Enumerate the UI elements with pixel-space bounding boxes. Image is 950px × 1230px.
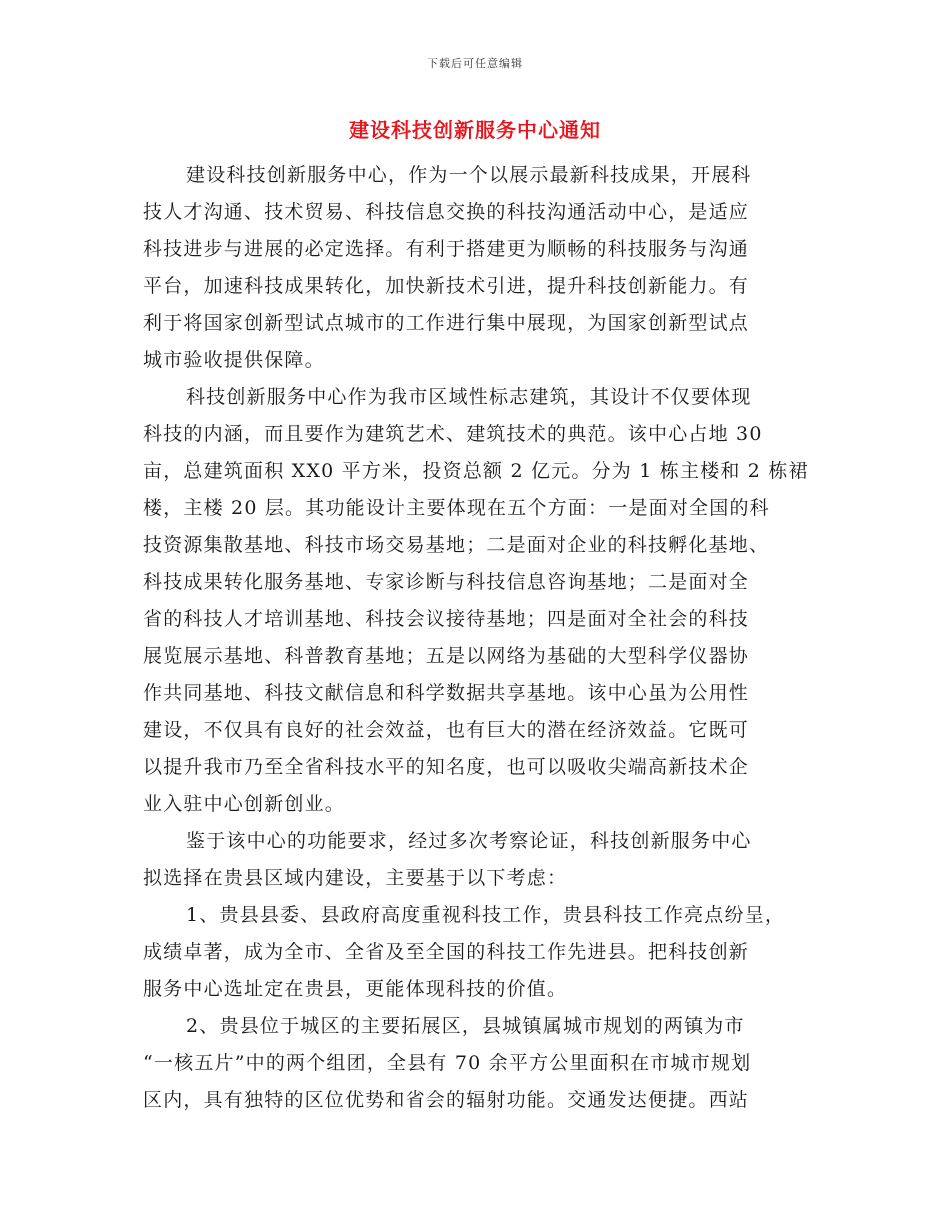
body-line: 省的科技人才培训基地、科技会议接待基地；四是面对全社会的科技 — [143, 608, 750, 630]
body-line: 成绩卓著，成为全市、全省及至全国的科技工作先进县。把科技创新 — [143, 941, 750, 963]
body-line: 科技成果转化服务基地、专家诊断与科技信息咨询基地；二是面对全 — [143, 571, 750, 593]
body-line: 利于将国家创新型试点城市的工作进行集中展现，为国家创新型试点 — [143, 312, 750, 334]
body-line: 平台，加速科技成果转化，加快新技术引进，提升科技创新能力。有 — [143, 275, 750, 297]
body-line: 拟选择在贵县区域内建设，主要基于以下考虑： — [143, 867, 568, 889]
body-line: 1、贵县县委、县政府高度重视科技工作，贵县科技工作亮点纷呈， — [186, 904, 786, 926]
body-line: 科技进步与进展的必定选择。有利于搭建更为顺畅的科技服务与沟通 — [143, 238, 750, 260]
body-line: 科技的内涵，而且要作为建筑艺术、建筑技术的典范。该中心占地 30 — [143, 423, 763, 445]
body-line: 以提升我市乃至全省科技水平的知名度，也可以吸收尖端高新技术企 — [143, 756, 750, 778]
body-line: 城市验收提供保障。 — [143, 349, 325, 371]
document-title: 建设科技创新服务中心通知 — [349, 118, 601, 142]
body-line: 楼，主楼 20 层。其功能设计主要体现在五个方面：一是面对全国的科 — [143, 497, 770, 519]
body-line: 2、贵县位于城区的主要拓展区，县城镇属城市规划的两镇为市 — [186, 1015, 745, 1037]
page-header: 下载后可任意编辑 — [427, 57, 523, 70]
body-line: “一核五片”中的两个组团，全县有 70 余平方公里面积在市城市规划 — [143, 1052, 752, 1074]
body-line: 建设科技创新服务中心，作为一个以展示最新科技成果，开展科 — [186, 164, 752, 186]
body-line: 鉴于该中心的功能要求，经过多次考察论证，科技创新服务中心 — [186, 830, 752, 852]
body-line: 展览展示基地、科普教育基地；五是以网络为基础的大型科学仪器协 — [143, 645, 750, 667]
body-line: 业入驻中心创新创业。 — [143, 793, 346, 815]
body-line: 技人才沟通、技术贸易、科技信息交换的科技沟通活动中心，是适应 — [143, 201, 750, 223]
body-line: 科技创新服务中心作为我市区域性标志建筑，其设计不仅要体现 — [186, 386, 752, 408]
body-line: 建设，不仅具有良好的社会效益，也有巨大的潜在经济效益。它既可 — [143, 719, 750, 741]
body-line: 服务中心选址定在贵县，更能体现科技的价值。 — [143, 978, 568, 1000]
body-line: 区内，具有独特的区位优势和省会的辐射功能。交通发达便捷。西站 — [143, 1089, 750, 1111]
body-line: 技资源集散基地、科技市场交易基地；二是面对企业的科技孵化基地、 — [143, 534, 770, 556]
body-line: 亩，总建筑面积 XX0 平方米，投资总额 2 亿元。分为 1 栋主楼和 2 栋裙 — [143, 460, 809, 482]
body-line: 作共同基地、科技文献信息和科学数据共享基地。该中心虽为公用性 — [143, 682, 750, 704]
